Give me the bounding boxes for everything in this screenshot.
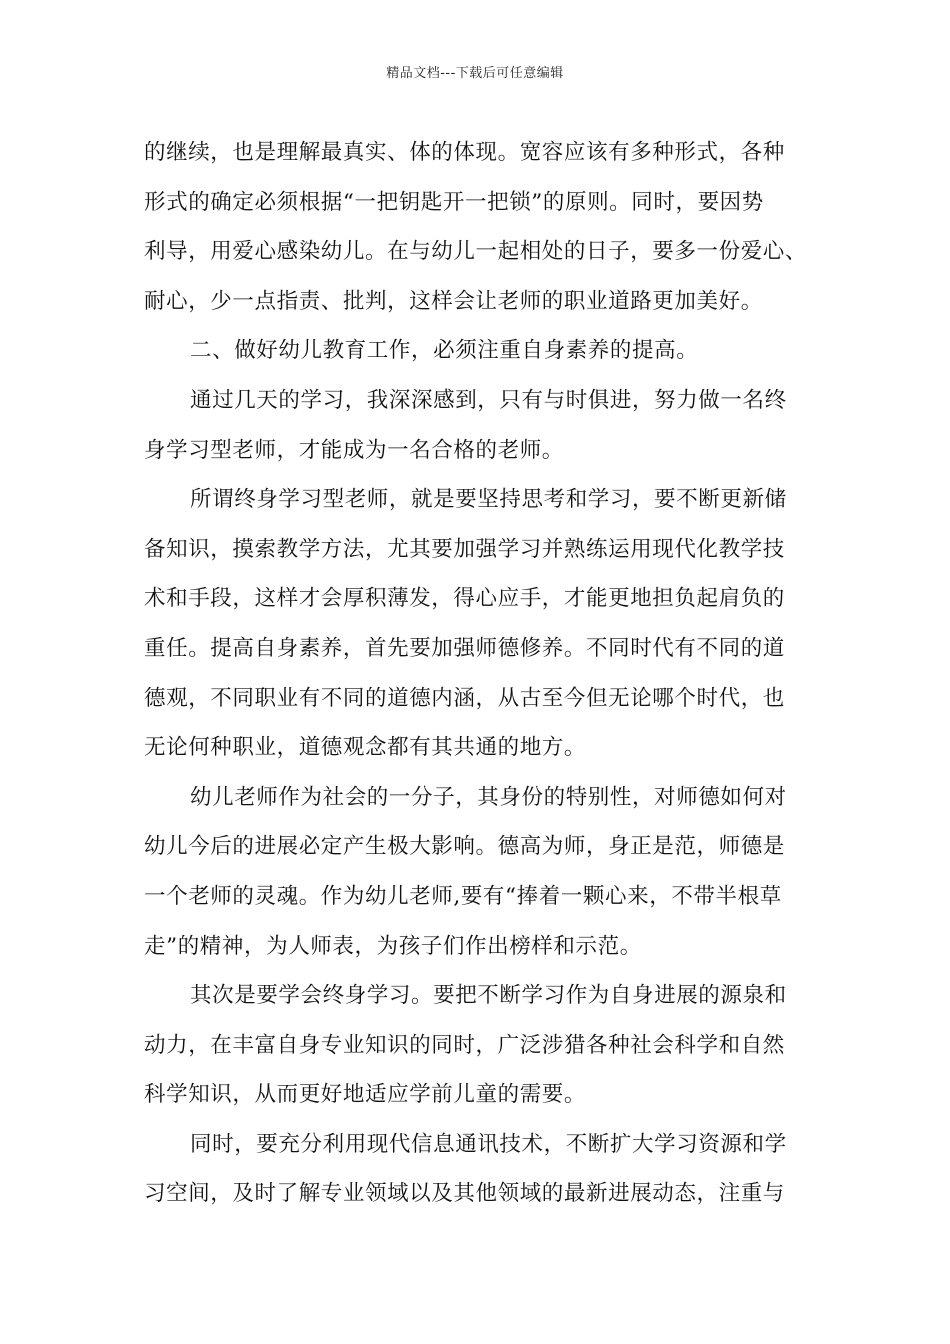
page-header: 精品文档---下载后可任意编辑 <box>386 66 564 81</box>
text-line: 其次是要学会终身学习。要把不断学习作为自身进展的源泉和 <box>190 983 787 1009</box>
text-line: 德观，不同职业有不同的道德内涵，从古至今但无论哪个时代，也 <box>144 685 785 711</box>
body-text <box>144 128 812 1219</box>
text-line: 幼儿今后的进展必定产生极大影响。德高为师，身正是范，师德是 <box>144 834 785 860</box>
text-line: 习空间，及时了解专业领域以及其他领域的最新进展动态，注重与 <box>144 1181 785 1207</box>
text-line: 幼儿老师作为社会的一分子，其身份的特别性，对师德如何对 <box>190 784 787 810</box>
text-line: 身学习型老师，才能成为一名合格的老师。 <box>144 437 564 463</box>
text-line: 备知识，摸索教学方法，尤其要加强学习并熟练运用现代化教学技 <box>144 536 785 562</box>
text-line: 利导，用爱心感染幼儿。在与幼儿一起相处的日子，要多一份爱心、 <box>144 239 808 265</box>
text-line: 一个老师的灵魂。作为幼儿老师,要有“捧着一颗心来，不带半根草 <box>144 883 782 909</box>
text-line: 耐心，少一点指责、批判，这样会让老师的职业道路更加美好。 <box>144 288 763 314</box>
text-line: 动力，在丰富自身专业知识的同时，广泛涉猎各种社会科学和自然 <box>144 1032 785 1058</box>
text-line: 二、做好幼儿教育工作，必须注重自身素养的提高。 <box>190 338 699 364</box>
text-line: 无论何种职业，道德观念都有其共通的地方。 <box>144 735 587 761</box>
text-line: 科学知识，从而更好地适应学前儿童的需要。 <box>144 1082 587 1108</box>
text-line: 术和手段，这样才会厚积薄发，得心应手，才能更地担负起肩负的 <box>144 586 785 612</box>
text-line: 走”的精神，为人师表，为孩子们作出榜样和示范。 <box>144 933 642 959</box>
text-line: 通过几天的学习，我深深感到，只有与时俱进，努力做一名终 <box>190 387 787 413</box>
text-line: 的继续，也是理解最真实、体的体现。宽容应该有多种形式，各种 <box>144 140 785 165</box>
text-line: 所谓终身学习型老师，就是要坚持思考和学习，要不断更新储 <box>190 487 787 513</box>
text-line: 形式的确定必须根据“一把钥匙开一把锁”的原则。同时，要因势 <box>144 189 764 215</box>
text-line: 同时，要充分利用现代信息通讯技术，不断扩大学习资源和学 <box>190 1131 787 1157</box>
text-line: 重任。提高自身素养，首先要加强师德修养。不同时代有不同的道 <box>144 635 785 661</box>
